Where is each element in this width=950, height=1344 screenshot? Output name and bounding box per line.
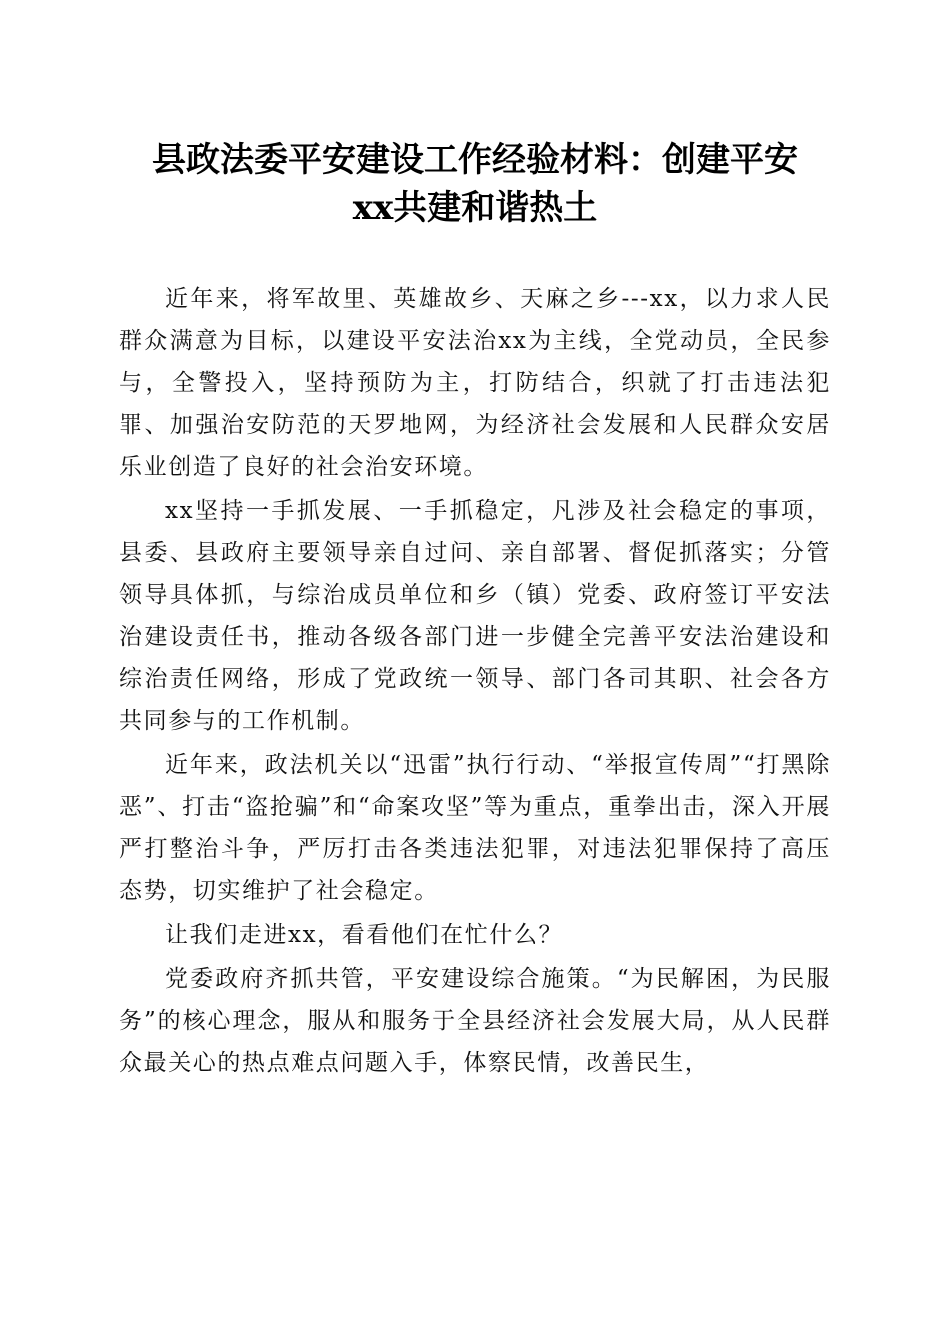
title-line-2: xx共建和谐热土 [352,188,598,228]
paragraph-2: xx坚持一手抓发展、一手抓稳定，凡涉及社会稳定的事项，县委、县政府主要领导亲自过问、亲自部署、督促抓落实；分管领导具体抓，与综治成员单位和乡（镇）党委、政府签订平安法治建设责任书，推动各级各部门进一步健全完善平安法治建设和综治责任网络，形成了党政统一领导、部门各司其职、社会各方共同参与的工作机制。 [119,498,831,734]
title-line-1: 县政法委平安建设工作经验材料：创建平安 [152,140,798,180]
paragraph-3: 近年来，政法机关以“迅雷”执行行动、“举报宣传周”“打黑除恶”、打击“盗抢骗”和“命案攻坚”等为重点，重拳出击，深入开展严打整治斗争，严厉打击各类违法犯罪，对违法犯罪保持了高压态势，切实维护了社会稳定。 [119,752,831,904]
paragraph-5: 党委政府齐抓共管，平安建设综合施策。“为民解困，为民服务”的核心理念，服从和服务于全县经济社会发展大局，从人民群众最关心的热点难点问题入手，体察民情，改善民生， [119,966,831,1076]
paragraph-4: 让我们走进xx，看看他们在忙什么？ [165,922,564,948]
paragraph-1: 近年来，将军故里、英雄故乡、天麻之乡---xx，以力求人民群众满意为目标，以建设平安法治xx为主线，全党动员，全民参与，全警投入，坚持预防为主，打防结合，织就了打击违法犯罪、加强治安防范的天罗地网，为经济社会发展和人民群众安居乐业创造了良好的社会治安环境。 [119,286,831,480]
document-body [119,278,831,1086]
document-title [100,136,850,232]
